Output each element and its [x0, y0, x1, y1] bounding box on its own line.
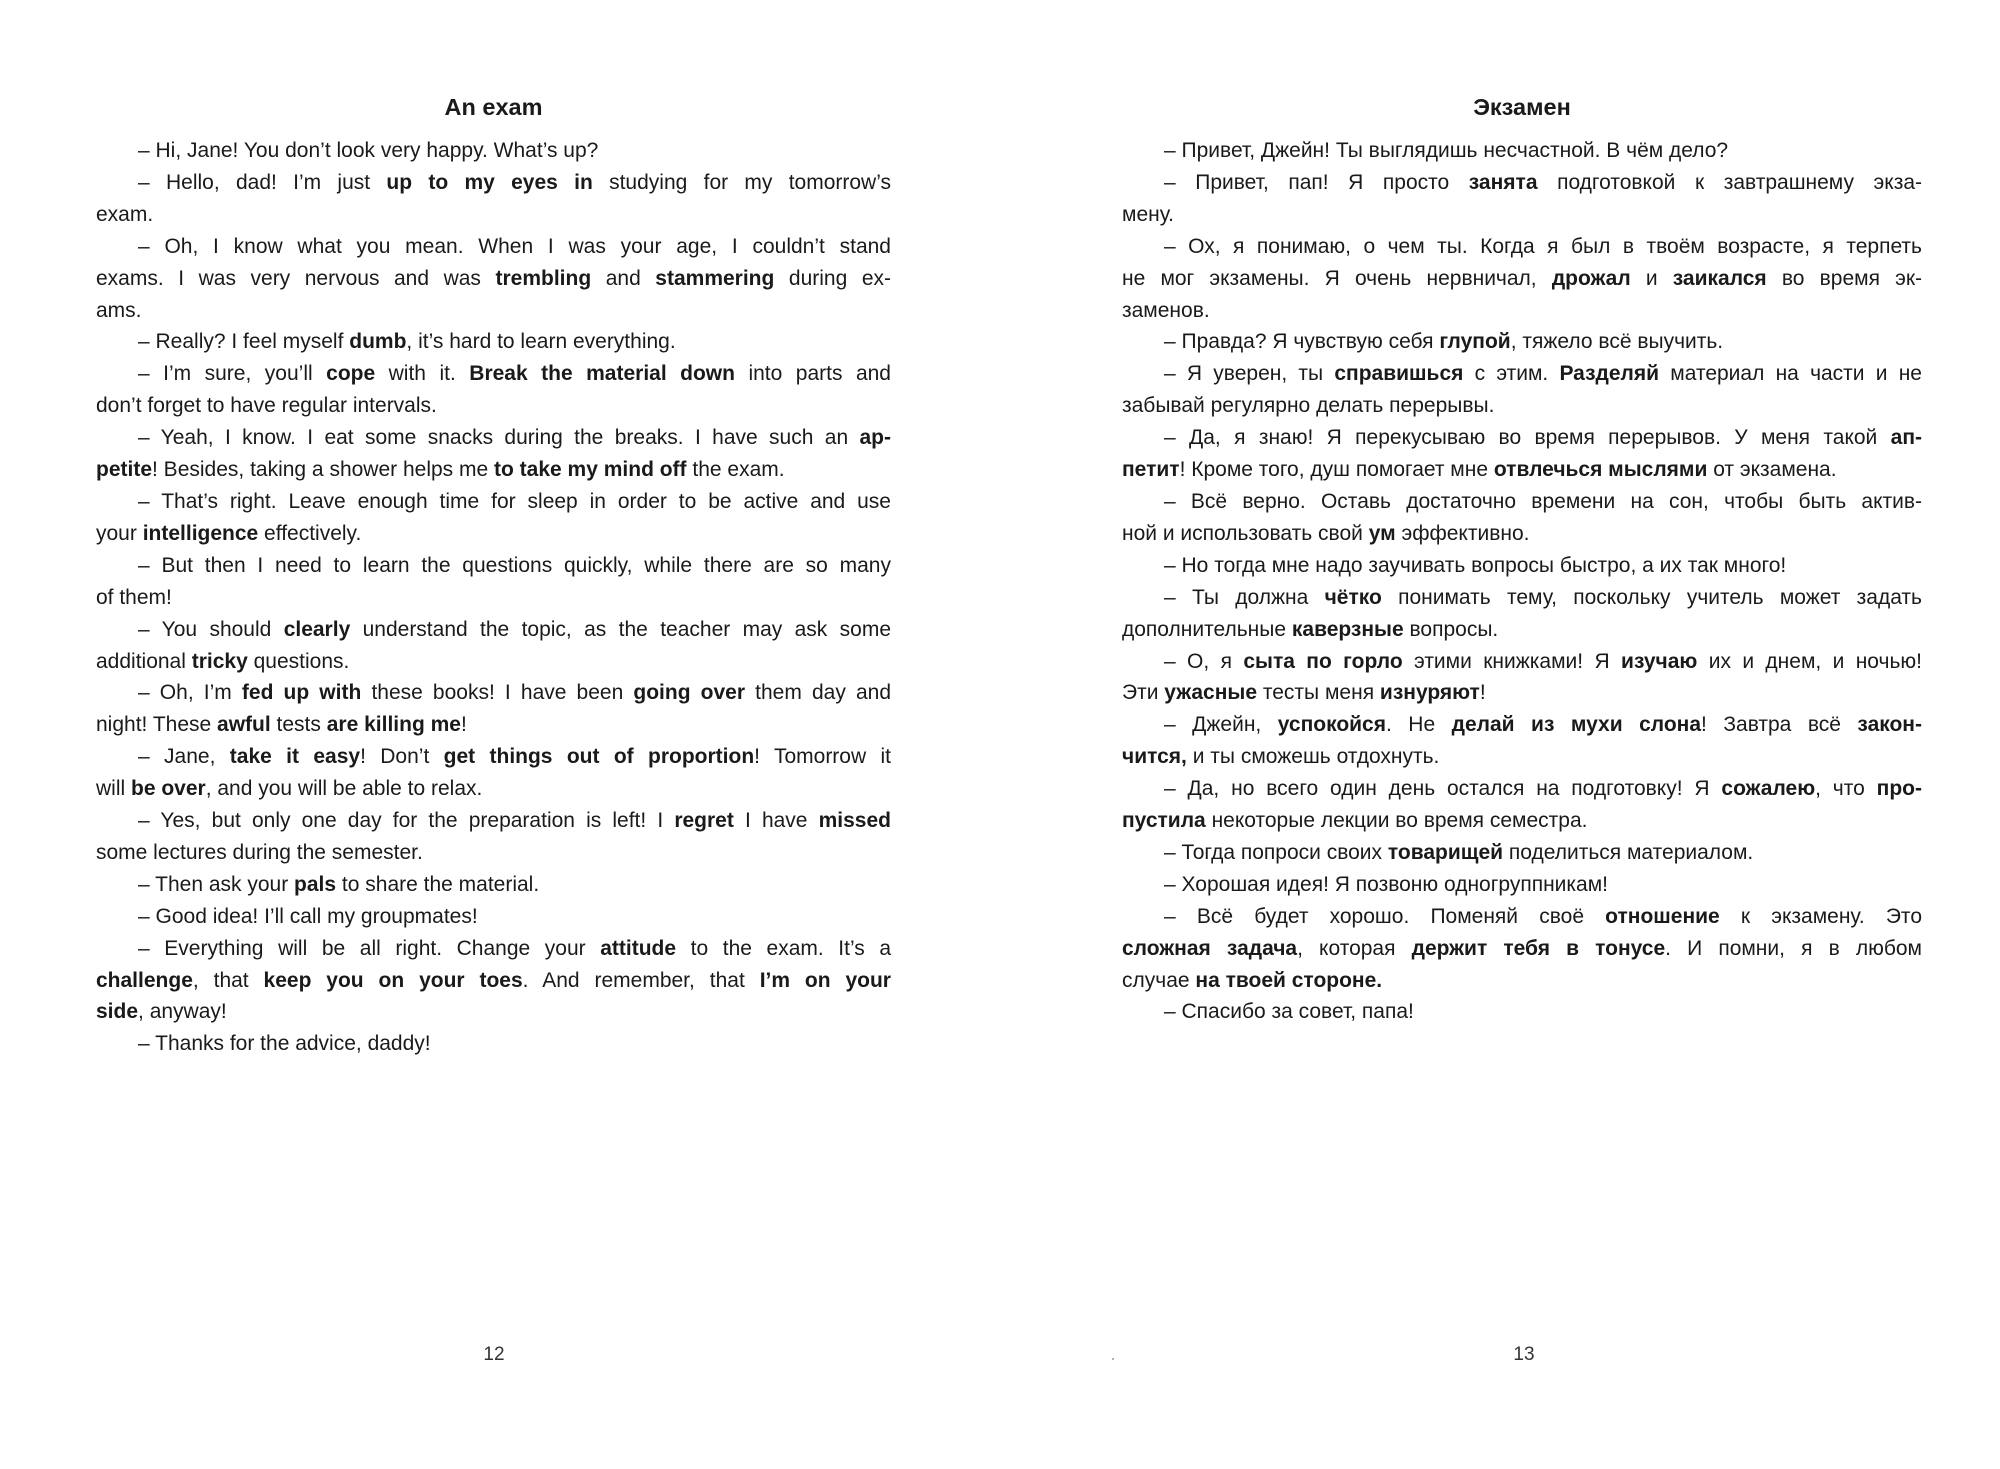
- text-line: – Но тогда мне надо заучивать вопросы быстро, а их так много!: [1164, 553, 1787, 577]
- text-line: – Then ask your pals to share the material.: [138, 872, 540, 896]
- bold-term: Разделяй: [1559, 362, 1660, 386]
- bold-term: missed: [818, 809, 891, 833]
- text-line: petite! Besides, taking a shower helps me to take my mind off the exam.: [96, 458, 785, 482]
- text-line: заменов.: [1122, 298, 1210, 322]
- text-line: – О, я сыта по горло этими книжками! Я изучаю их и днем, и ночью!: [1164, 649, 1922, 673]
- left-page-number: 12: [483, 1344, 505, 1365]
- text-line: случае на твоей стороне.: [1122, 968, 1383, 992]
- bold-term: сожалею: [1721, 777, 1816, 801]
- text-line: – Правда? Я чувствую себя глупой, тяжело всё выучить.: [1164, 330, 1724, 354]
- bold-term: ап-: [1890, 426, 1922, 450]
- left-page-body: [96, 135, 891, 1060]
- bold-term: отвлечься мыслями: [1493, 458, 1708, 482]
- bold-term: tricky: [191, 649, 248, 673]
- text-line: exams. I was very nervous and was trembling and stammering during ex-: [96, 266, 891, 290]
- bold-term: I’m on your: [759, 968, 891, 992]
- text-line: – Hi, Jane! You don’t look very happy. What’s up?: [138, 139, 599, 162]
- text-line: чится, и ты сможешь отдохнуть.: [1122, 745, 1440, 769]
- bold-term: are killing me: [326, 713, 461, 737]
- text-line: – Привет, Джейн! Ты выглядишь несчастной. В чём дело?: [1164, 139, 1729, 162]
- text-line: – Oh, I’m fed up with these books! I have been going over them day and: [138, 681, 892, 705]
- text-line: your intelligence effectively.: [96, 521, 362, 545]
- text-line: some lectures during the semester.: [96, 840, 423, 864]
- bold-term: пустила: [1122, 809, 1206, 833]
- bold-term: чится,: [1122, 745, 1187, 769]
- text-line: не мог экзамены. Я очень нервничал, дрожал и заикался во время эк-: [1122, 266, 1922, 290]
- bold-term: успокойся: [1277, 713, 1386, 737]
- bold-term: keep you on your toes: [263, 968, 523, 992]
- bold-term: дрожал: [1551, 266, 1631, 290]
- text-line: – Good idea! I’ll call my groupmates!: [138, 904, 478, 928]
- right-page-title: Экзамен: [1473, 94, 1571, 120]
- bold-term: отношение: [1605, 904, 1720, 928]
- bold-term: изнуряют: [1379, 681, 1480, 705]
- right-page-body: [1122, 135, 1922, 1028]
- text-line: – Привет, пап! Я просто занята подготовкой к завтрашнему экза-: [1164, 170, 1922, 194]
- bold-term: держит тебя в тонусе: [1411, 936, 1666, 960]
- bold-term: intelligence: [142, 521, 259, 545]
- bold-term: clearly: [283, 617, 351, 641]
- text-line: ams.: [96, 298, 142, 322]
- text-line: don’t forget to have regular intervals.: [96, 394, 437, 418]
- text-line: challenge, that keep you on your toes. And remember, that I’m on your: [96, 968, 891, 992]
- text-line: – But then I need to learn the questions quickly, while there are so many: [138, 553, 891, 577]
- bold-term: up to my eyes in: [386, 170, 593, 194]
- bold-term: Break the material down: [469, 362, 735, 386]
- text-line: – Ты должна чётко понимать тему, поскольку учитель может задать: [1164, 585, 1922, 609]
- text-line: – Hello, dad! I’m just up to my eyes in studying for my tomorrow’s: [138, 170, 892, 194]
- text-line: – Да, но всего один день остался на подготовку! Я сожалею, что про-: [1164, 777, 1922, 801]
- text-line: – Я уверен, ты справишься с этим. Разделяй материал на части и не: [1164, 362, 1922, 386]
- text-line: петит! Кроме того, душ помогает мне отвлечься мыслями от экзамена.: [1122, 458, 1837, 482]
- bold-term: get things out of proportion: [443, 745, 755, 769]
- bold-term: petite: [96, 458, 153, 482]
- text-line: – Тогда попроси своих товарищей поделиться материалом.: [1164, 840, 1754, 864]
- bold-term: про-: [1876, 777, 1922, 801]
- text-line: – Джейн, успокойся. Не делай из мухи слона! Завтра всё закон-: [1164, 713, 1922, 737]
- bold-term: dumb: [349, 330, 407, 354]
- bold-term: ужасные: [1164, 681, 1258, 705]
- text-line: мену.: [1122, 202, 1174, 226]
- bold-term: take it easy: [229, 745, 361, 769]
- bold-term: challenge: [96, 968, 193, 992]
- text-line: забывай регулярно делать перерывы.: [1122, 394, 1495, 418]
- bold-term: trembling: [495, 266, 592, 290]
- bold-term: чётко: [1324, 585, 1382, 609]
- text-line: – Yeah, I know. I eat some snacks during the breaks. I have such an ap-: [138, 426, 891, 450]
- text-line: – Thanks for the advice, daddy!: [138, 1032, 431, 1056]
- bold-term: pals: [294, 872, 337, 896]
- text-line: – Всё верно. Оставь достаточно времени на сон, чтобы быть актив-: [1164, 489, 1922, 513]
- text-line: – Спасибо за совет, папа!: [1164, 1000, 1414, 1024]
- bold-term: изучаю: [1621, 649, 1698, 673]
- text-line: – Да, я знаю! Я перекусываю во время перерывов. У меня такой ап-: [1164, 426, 1922, 450]
- left-page: [96, 92, 891, 1060]
- text-line: – Yes, but only one day for the preparation is left! I regret I have missed: [138, 809, 891, 833]
- bold-term: товарищей: [1387, 840, 1504, 864]
- text-line: exam.: [96, 202, 154, 226]
- text-line: – You should clearly understand the topic, as the teacher may ask some: [138, 617, 891, 641]
- bold-term: going over: [633, 681, 746, 705]
- bold-term: занята: [1468, 170, 1538, 194]
- bold-term: ap-: [859, 426, 891, 450]
- text-line: – I’m sure, you’ll cope with it. Break the material down into parts and: [138, 362, 891, 386]
- bold-term: be over: [131, 777, 206, 801]
- text-line: ной и использовать свой ум эффективно.: [1122, 521, 1530, 545]
- bold-term: делай из мухи слона: [1451, 713, 1702, 737]
- text-line: – That’s right. Leave enough time for sleep in order to be active and use: [138, 489, 891, 513]
- bold-term: сложная задача: [1122, 936, 1298, 960]
- text-line: сложная задача, которая держит тебя в тонусе. И помни, я в любом: [1122, 936, 1922, 960]
- text-line: – Everything will be all right. Change your attitude to the exam. It’s a: [138, 936, 892, 960]
- bold-term: side: [96, 1000, 139, 1024]
- text-line: of them!: [96, 585, 172, 609]
- text-line: – Really? I feel myself dumb, it’s hard to learn everything.: [138, 330, 676, 354]
- text-line: – Ох, я понимаю, о чем ты. Когда я был в твоём возрасте, я терпеть: [1164, 234, 1922, 258]
- bold-term: stammering: [655, 266, 775, 290]
- right-page: [1122, 92, 1922, 1028]
- text-line: дополнительные каверзные вопросы.: [1122, 617, 1499, 641]
- text-line: – Jane, take it easy! Don’t get things out of proportion! Tomorrow it: [138, 745, 892, 769]
- gutter-mark: [1112, 1358, 1114, 1360]
- bold-term: awful: [217, 713, 271, 737]
- bold-term: на твоей стороне.: [1195, 968, 1383, 992]
- text-line: will be over, and you will be able to relax.: [96, 777, 483, 801]
- text-line: night! These awful tests are killing me!: [96, 713, 467, 737]
- bold-term: каверзные: [1291, 617, 1404, 641]
- left-page-title: An exam: [444, 94, 543, 120]
- bold-term: ум: [1368, 521, 1396, 545]
- text-line: пустила некоторые лекции во время семестра.: [1122, 809, 1588, 833]
- bold-term: attitude: [600, 936, 677, 960]
- bold-term: закон-: [1857, 713, 1922, 737]
- bold-term: cope: [326, 362, 376, 386]
- text-line: – Хорошая идея! Я позвоню одногруппникам!: [1164, 872, 1609, 896]
- bold-term: сыта по горло: [1243, 649, 1403, 673]
- bold-term: петит: [1122, 458, 1180, 482]
- bold-term: глупой: [1439, 330, 1511, 354]
- text-line: – Всё будет хорошо. Поменяй своё отношение к экзамену. Это: [1164, 904, 1922, 928]
- bold-term: to take my mind off: [494, 458, 687, 482]
- text-line: – Oh, I know what you mean. When I was your age, I couldn’t stand: [138, 234, 891, 258]
- bold-term: regret: [674, 809, 734, 833]
- bold-term: fed up with: [241, 681, 362, 705]
- text-line: Эти ужасные тесты меня изнуряют!: [1122, 681, 1486, 705]
- bold-term: заикался: [1672, 266, 1767, 290]
- text-line: additional tricky questions.: [96, 649, 350, 673]
- bold-term: справишься: [1334, 362, 1464, 386]
- text-line: side, anyway!: [96, 1000, 227, 1024]
- right-page-number: 13: [1513, 1344, 1535, 1365]
